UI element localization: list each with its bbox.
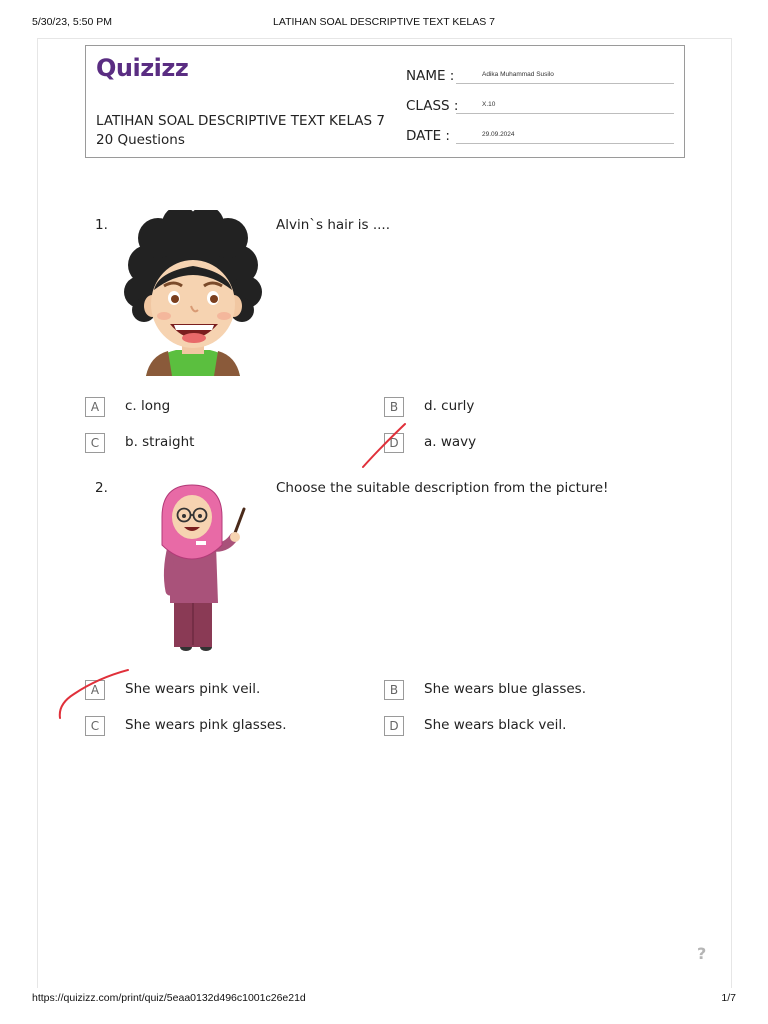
q1-option-c[interactable]	[85, 433, 335, 455]
question-2-text: Choose the suitable description from the picture!	[276, 480, 609, 496]
q2-option-d-text: She wears black veil.	[424, 717, 567, 733]
class-field[interactable]	[456, 93, 674, 114]
question-2-number: 2.	[95, 480, 108, 496]
q1-option-a[interactable]	[85, 397, 335, 419]
q2-option-a-text: She wears pink veil.	[125, 681, 261, 697]
q2-option-d[interactable]	[384, 716, 634, 738]
date-field[interactable]	[456, 123, 674, 144]
q2-option-b-text: She wears blue glasses.	[424, 681, 586, 697]
page-number: 1/7	[721, 992, 736, 1004]
print-title: LATIHAN SOAL DESCRIPTIVE TEXT KELAS 7	[273, 16, 495, 28]
quiz-sheet	[37, 38, 732, 988]
q2-option-a-letter: A	[85, 680, 105, 700]
class-row	[406, 94, 674, 114]
curly-haired-boy-icon	[118, 210, 268, 376]
quiz-title: LATIHAN SOAL DESCRIPTIVE TEXT KELAS 7	[96, 113, 385, 129]
question-1-text: Alvin`s hair is ....	[276, 217, 391, 233]
date-row	[406, 124, 674, 144]
q2-option-c-text: She wears pink glasses.	[125, 717, 287, 733]
q1-option-d-letter: D	[384, 433, 404, 453]
date-label: DATE :	[406, 128, 450, 144]
q1-option-d-text: a. wavy	[424, 434, 477, 450]
q2-option-b[interactable]	[384, 680, 634, 702]
name-value: Adika Muhammad Susilo	[482, 71, 554, 78]
q2-option-a[interactable]	[85, 680, 335, 702]
question-1-number: 1.	[95, 217, 108, 233]
print-header	[32, 16, 736, 32]
q1-option-d[interactable]	[384, 433, 634, 455]
q2-option-b-letter: B	[384, 680, 404, 700]
q1-option-b-letter: B	[384, 397, 404, 417]
print-url: https://quizizz.com/print/quiz/5eaa0132d496c1001c26e21d	[32, 992, 306, 1004]
veiled-teacher-icon	[150, 483, 250, 655]
date-value: 29.09.2024	[482, 131, 515, 138]
print-footer	[32, 992, 736, 1008]
q1-option-a-letter: A	[85, 397, 105, 417]
help-icon[interactable]: ?	[697, 944, 707, 963]
quiz-header-box	[85, 45, 685, 158]
q1-option-b[interactable]	[384, 397, 634, 419]
q2-option-c[interactable]	[85, 716, 335, 738]
q1-option-b-text: d. curly	[424, 398, 475, 414]
class-value: X.10	[482, 101, 496, 108]
name-row	[406, 64, 674, 84]
q1-option-c-letter: C	[85, 433, 105, 453]
quizizz-logo: Quizizz	[96, 54, 189, 82]
name-field[interactable]	[456, 63, 674, 84]
print-datetime: 5/30/23, 5:50 PM	[32, 16, 112, 28]
q2-option-c-letter: C	[85, 716, 105, 736]
name-label: NAME :	[406, 68, 455, 84]
q1-option-c-text: b. straight	[125, 434, 195, 450]
q1-option-a-text: c. long	[125, 398, 171, 414]
q2-option-d-letter: D	[384, 716, 404, 736]
question-count: 20 Questions	[96, 132, 185, 148]
class-label: CLASS :	[406, 98, 459, 114]
